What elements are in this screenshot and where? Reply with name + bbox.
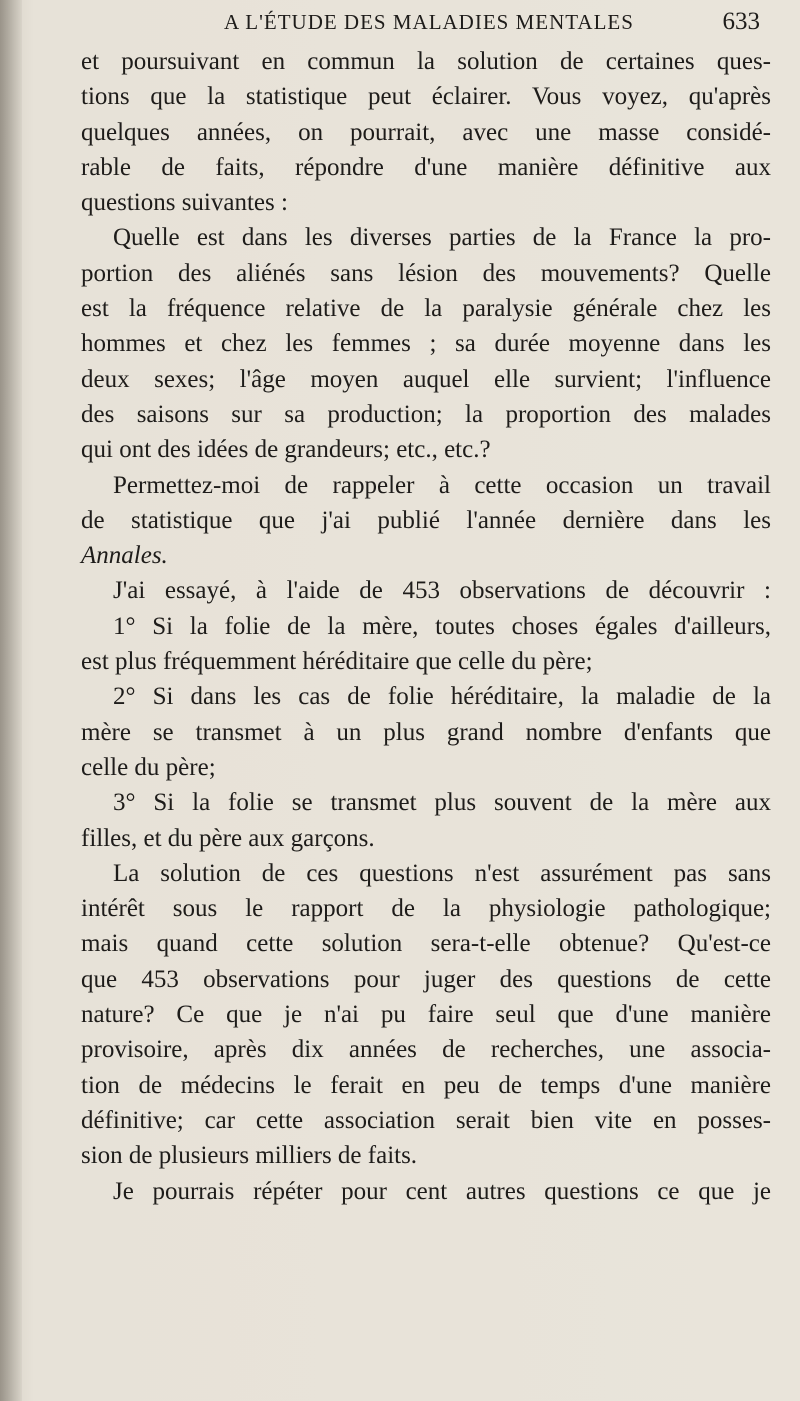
text-line: que 453 observations pour juger des questions de cette	[81, 965, 771, 993]
text-line: questions suivantes :	[81, 189, 288, 217]
text-line: mère se transmet à un plus grand nombre d'enfants que	[81, 718, 771, 746]
text-line: et poursuivant en commun la solution de certaines ques-	[81, 48, 771, 75]
text-line: est plus fréquemment héréditaire que celle du père;	[81, 648, 593, 676]
text-line: Permettez-moi de rappeler à cette occasion un travail	[113, 471, 771, 499]
binding-shadow	[0, 0, 22, 1401]
text-line: 2° Si dans les cas de folie héréditaire, la maladie de la	[113, 683, 771, 711]
text-line: intérêt sous le rapport de la physiologie pathologique;	[81, 895, 771, 923]
text-line: des saisons sur sa production; la proportion des malades	[81, 400, 771, 428]
text-line: définitive; car cette association serait bien vite en posses-	[81, 1106, 771, 1134]
text-line: J'ai essayé, à l'aide de 453 observations de découvrir :	[113, 577, 771, 605]
text-line: quelques années, on pourrait, avec une masse considé-	[81, 118, 771, 146]
text-line: de statistique que j'ai publié l'année dernière dans les	[81, 506, 771, 534]
text-line: filles, et du père aux garçons.	[81, 824, 375, 852]
text-line: nature? Ce que je n'ai pu faire seul que d'une manière	[81, 1001, 771, 1029]
page-header	[196, 6, 760, 36]
text-line: 3° Si la folie se transmet plus souvent de la mère aux	[113, 789, 771, 817]
text-line: est la fréquence relative de la paralysie générale chez les	[81, 295, 771, 323]
text-line: celle du père;	[81, 753, 216, 781]
text-line: rable de faits, répondre d'une manière définitive aux	[81, 153, 771, 181]
text-line: provisoire, après dix années de recherches, une associa-	[81, 1036, 771, 1064]
text-line: qui ont des idées de grandeurs; etc., etc.?	[81, 436, 491, 464]
text-line: 1° Si la folie de la mère, toutes choses égales d'ailleurs,	[113, 612, 771, 640]
text-line: deux sexes; l'âge moyen auquel elle survient; l'influence	[81, 365, 771, 393]
text-line: Annales.	[81, 542, 168, 570]
body-text	[81, 44, 771, 1209]
text-line: Quelle est dans les diverses parties de la France la pro-	[113, 224, 771, 252]
text-line: tions que la statistique peut éclairer. Vous voyez, qu'après	[81, 83, 771, 111]
text-line: tion de médecins le ferait en peu de temps d'une manière	[81, 1071, 771, 1099]
text-line: portion des aliénés sans lésion des mouvements? Quelle	[81, 259, 771, 287]
text-line: hommes et chez les femmes ; sa durée moyenne dans les	[81, 330, 771, 358]
text-line: La solution de ces questions n'est assurément pas sans	[113, 859, 771, 887]
page-number: 633	[722, 8, 760, 35]
text-line: Je pourrais répéter pour cent autres questions ce que je	[113, 1177, 771, 1205]
text-line: mais quand cette solution sera-t-elle obtenue? Qu'est-ce	[81, 930, 771, 958]
text-line: sion de plusieurs milliers de faits.	[81, 1142, 418, 1170]
running-head: A L'ÉTUDE DES MALADIES MENTALES	[224, 10, 634, 34]
